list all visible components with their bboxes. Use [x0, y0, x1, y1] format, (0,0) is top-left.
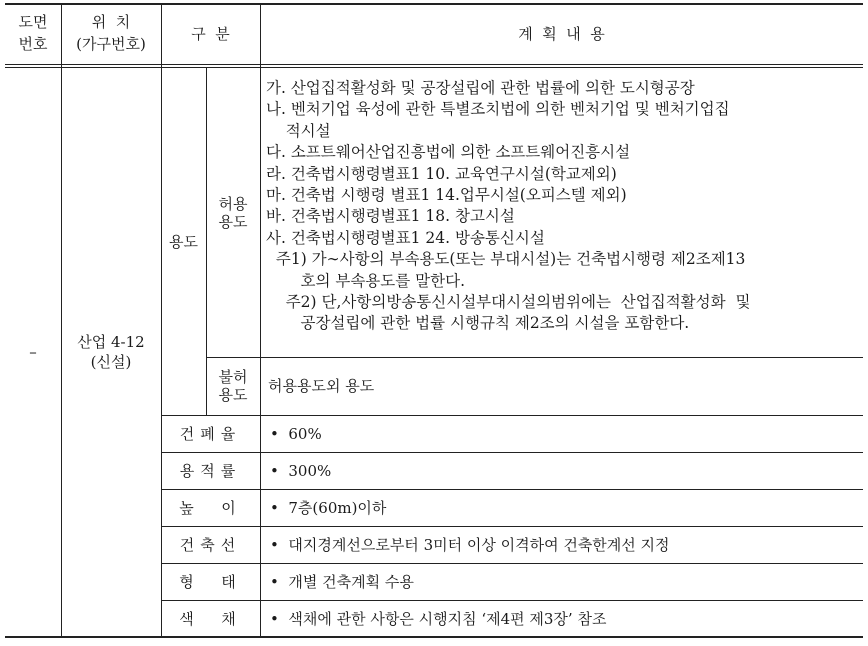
usage-label: 용도	[169, 233, 198, 251]
location-value	[61, 333, 161, 371]
header-plan: 계 획 내 용	[518, 25, 605, 43]
rule-color-top	[161, 600, 863, 601]
rule-coverage-top	[161, 415, 863, 416]
color-value: • 색채에 관한 사항은 시행지침 ‘제4편 제3장’ 참조	[270, 610, 607, 628]
header-location-line1: 위 치	[91, 13, 131, 31]
rule-form-top	[161, 563, 863, 564]
header-bottom-rule-2	[5, 67, 863, 68]
drawing-no-value: –	[29, 343, 37, 361]
allowed-usage-item: 나. 벤처기업 육성에 관한 특별조치법에 의한 벤처기업 및 벤처기업집	[266, 100, 730, 119]
allowed-usage-item: 마. 건축법 시행령 별표1 14.업무시설(오피스텔 제외)	[266, 186, 627, 205]
header-category: 구 분	[191, 25, 230, 43]
table-top-border	[5, 3, 863, 5]
forbidden-usage-label-line2: 용도	[218, 386, 248, 404]
building-line-value: • 대지경계선으로부터 3미터 이상 이격하여 건축한계선 지정	[270, 536, 670, 554]
allowed-usage-label	[206, 195, 260, 231]
rule-building-line-top	[161, 526, 863, 527]
height-value: • 7층(60m)이하	[270, 499, 387, 517]
rule-far-top	[161, 452, 863, 453]
allowed-usage-item: 다. 소프트웨어산업진흥법에 의한 소프트웨어진흥시설	[266, 143, 631, 162]
coverage-ratio-value: • 60%	[270, 425, 322, 443]
height-label: 높 이	[179, 499, 242, 517]
col-rule-usage-sub	[206, 67, 207, 415]
allowed-usage-note: 호의 부속용도를 말한다.	[266, 271, 466, 290]
allowed-usage-note: 주2) 단,사항의방송통신시설부대시설의범위에는 산업집적활성화 및	[266, 293, 751, 312]
allowed-usage-note: 공장설립에 관한 법률 시행규칙 제2조의 시설을 포함한다.	[266, 314, 690, 333]
allowed-usage-item: 사. 건축법시행령별표1 24. 방송통신시설	[266, 228, 545, 247]
forbidden-usage-label	[206, 368, 260, 404]
allowed-usage-item: 라. 건축법시행령별표1 10. 교육연구시설(학교제외)	[266, 164, 617, 183]
form-value: • 개별 건축계획 수용	[270, 573, 414, 591]
coverage-ratio-label: 건폐율	[179, 425, 242, 443]
forbidden-usage-text: 허용용도외 용도	[268, 377, 375, 395]
table-bottom-border	[5, 636, 863, 638]
forbidden-usage-label-line1: 불허	[218, 368, 248, 386]
header-location	[61, 13, 161, 53]
header-drawing-no	[5, 13, 61, 53]
allowed-usage-item: 가. 산업집적활성화 및 공장설립에 관한 법률에 의한 도시형공장	[266, 79, 695, 97]
color-label: 색 채	[179, 610, 242, 628]
allowed-usage-label-line2: 용도	[218, 213, 248, 231]
header-location-line2: (가구번호)	[76, 35, 146, 53]
allowed-usage-note: 주1) 가∼사항의 부속용도(또는 부대시설)는 건축법시행령 제2조제13	[266, 250, 746, 269]
rule-height-top	[161, 489, 863, 490]
floor-area-ratio-label: 용적률	[179, 462, 242, 480]
col-rule-drawing	[61, 3, 62, 638]
header-drawing-no-line1: 도면	[18, 13, 48, 31]
allowed-usage-item: 바. 건축법시행령별표1 18. 창고시설	[266, 207, 515, 226]
location-block-no: 산업 4-12	[77, 333, 145, 351]
form-label: 형 태	[179, 573, 242, 591]
location-status: (신설)	[90, 353, 132, 371]
allowed-usage-item: 적시설	[266, 121, 331, 140]
floor-area-ratio-value: • 300%	[270, 462, 332, 480]
allowed-usage-label-line1: 허용	[218, 195, 248, 213]
building-line-label: 건축선	[179, 536, 242, 554]
allowed-usage-list	[266, 78, 750, 335]
usage-inner-rule	[206, 357, 863, 358]
header-bottom-rule	[5, 64, 863, 65]
col-rule-category	[260, 3, 261, 638]
header-drawing-no-line2: 번호	[18, 35, 48, 53]
